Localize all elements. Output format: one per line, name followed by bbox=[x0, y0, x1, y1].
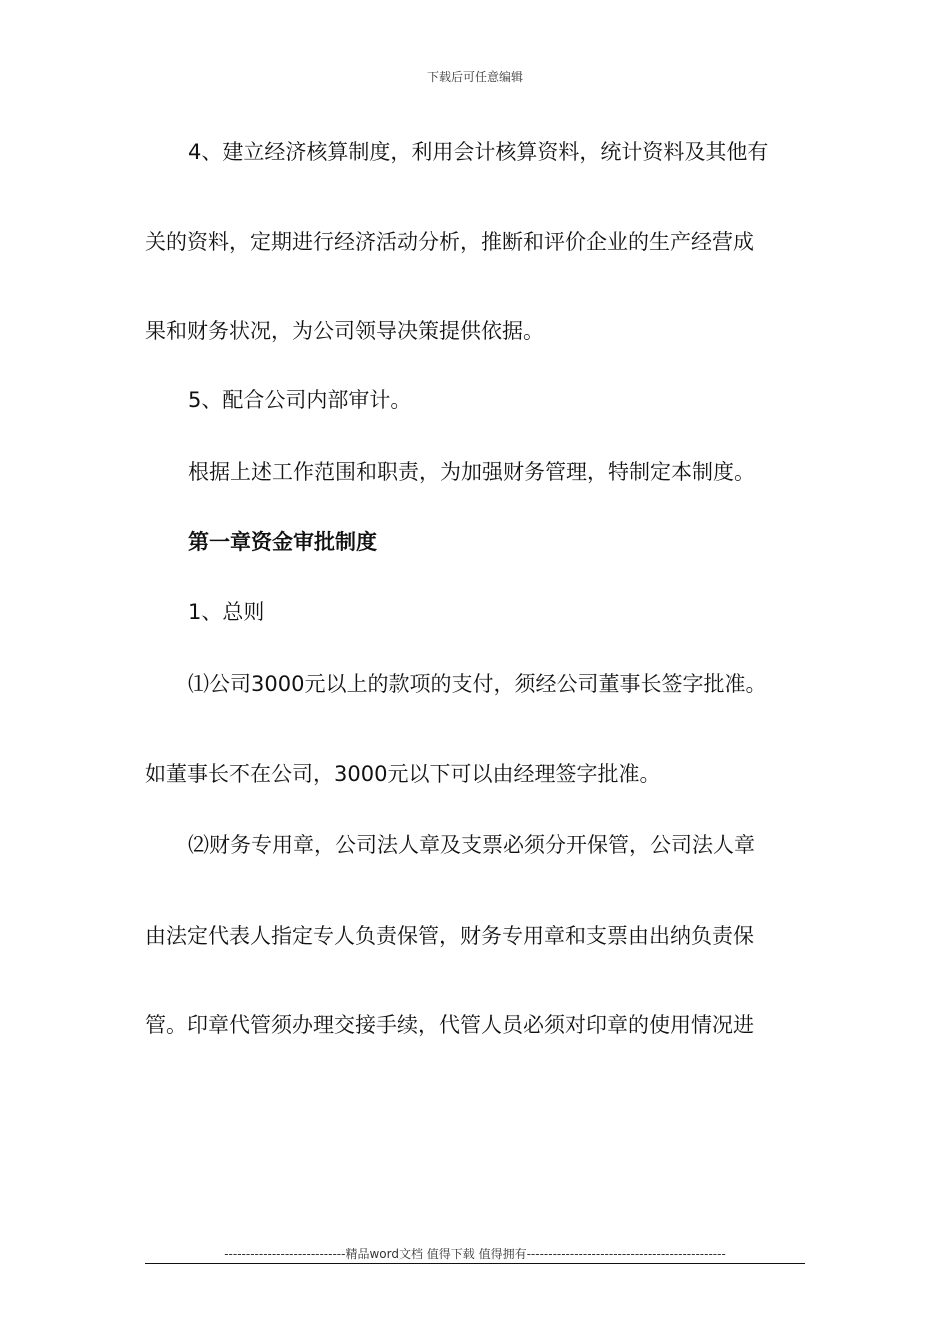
page-footer: ----------------------------精品word文档 值得下载 值得拥有---------------------------------------------- bbox=[224, 1247, 726, 1261]
body-line-1: 4、建立经济核算制度，利用会计核算资料，统计资料及其他有 bbox=[188, 140, 769, 164]
body-line-3: 果和财务状况，为公司领导决策提供依据。 bbox=[145, 319, 544, 343]
body-line-4: 5、配合公司内部审计。 bbox=[188, 388, 412, 412]
body-line-9: 如董事长不在公司，3000元以下可以由经理签字批准。 bbox=[145, 762, 661, 786]
body-line-11: 由法定代表人指定专人负责保管，财务专用章和支票由出纳负责保 bbox=[145, 924, 754, 948]
body-line-8: ⑴公司3000元以上的款项的支付，须经公司董事长签字批准。 bbox=[188, 672, 767, 696]
section-heading: 1、总则 bbox=[188, 600, 265, 624]
body-line-12: 管。印章代管须办理交接手续，代管人员必须对印章的使用情况进 bbox=[145, 1013, 754, 1037]
page-header: 下载后可任意编辑 bbox=[426, 70, 523, 84]
footer-rule bbox=[145, 1263, 805, 1264]
body-line-10: ⑵财务专用章，公司法人章及支票必须分开保管，公司法人章 bbox=[188, 833, 755, 857]
body-line-5: 根据上述工作范围和职责，为加强财务管理，特制定本制度。 bbox=[188, 460, 755, 484]
chapter-heading: 第一章资金审批制度 bbox=[188, 530, 377, 554]
body-line-2: 关的资料，定期进行经济活动分析，推断和评价企业的生产经营成 bbox=[145, 230, 754, 254]
